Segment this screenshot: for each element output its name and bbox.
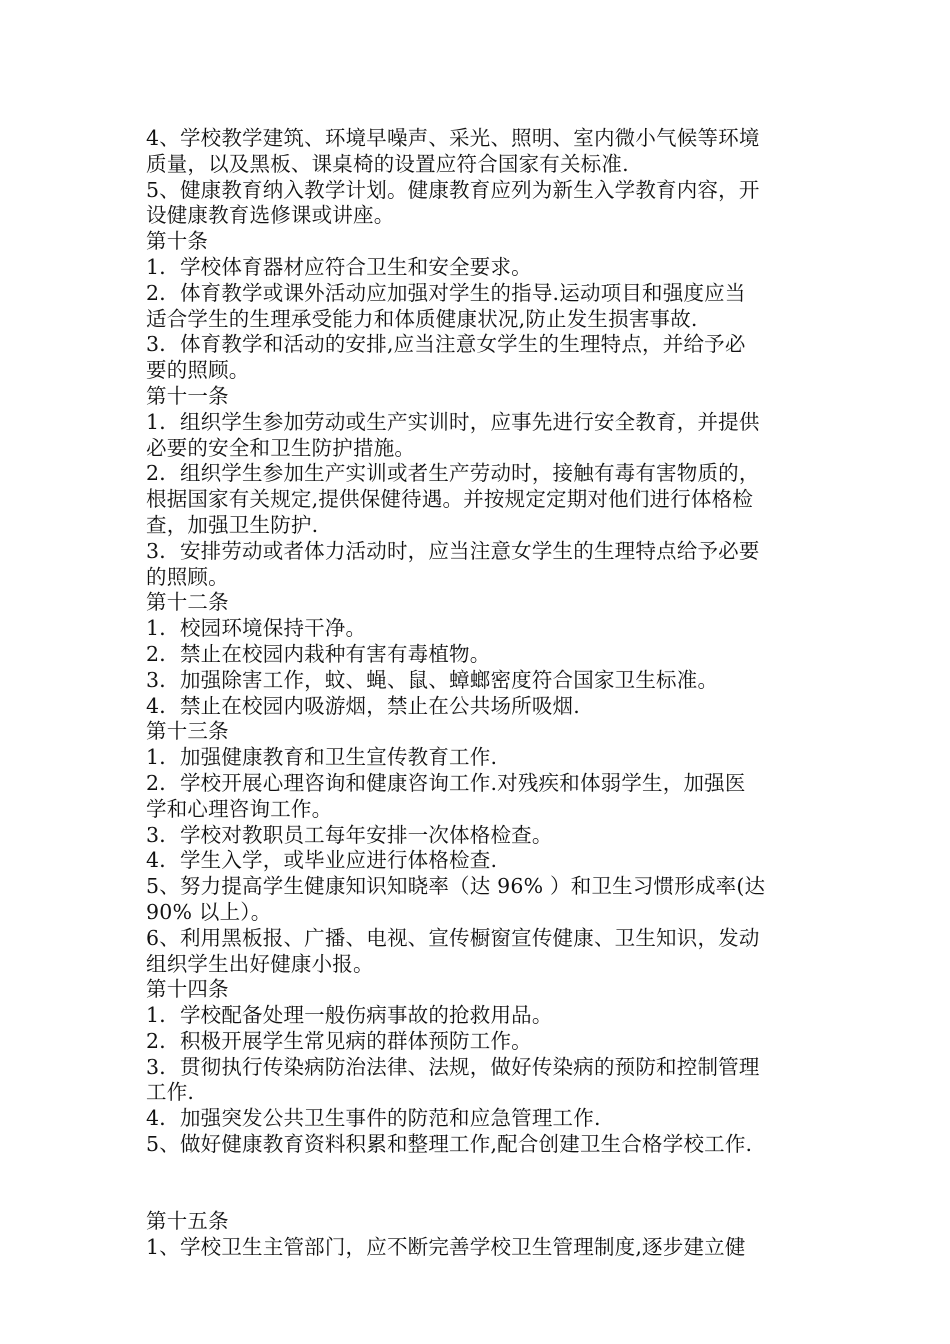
text-line: 4．学生入学，或毕业应进行体格检查. — [146, 848, 498, 873]
text-line: 3．贯彻执行传染病防治法律、法规，做好传染病的预防和控制管理 — [146, 1054, 760, 1079]
text-line: 3．安排劳动或者体力活动时，应当注意女学生的生理特点给予必要 — [146, 538, 760, 563]
paragraph-gap — [146, 1158, 808, 1210]
text-line: 4、学校教学建筑、环境早噪声、采光、照明、室内微小气候等环境 — [146, 126, 760, 150]
text-line: 4．加强突发公共卫生事件的防范和应急管理工作. — [146, 1106, 601, 1131]
article-heading: 第十四条 — [146, 977, 229, 1002]
text-line: 3．学校对教职员工每年安排一次体格检查。 — [146, 822, 553, 847]
text-line: 1．组织学生参加劳动或生产实训时，应事先进行安全教育，并提供 — [146, 409, 760, 434]
text-line: 设健康教育选修课或讲座。 — [146, 203, 395, 228]
text-line: 2．组织学生参加生产实训或者生产劳动时，接触有毒有害物质的， — [146, 461, 760, 486]
text-line: 2．积极开展学生常见病的群体预防工作。 — [146, 1028, 532, 1053]
article-heading: 第十条 — [146, 229, 209, 254]
text-line: 3．体育教学和活动的安排,应当注意女学生的生理特点，并给予必 — [146, 332, 746, 357]
text-line: 1．校园环境保持干净。 — [146, 616, 367, 641]
text-line: 查，加强卫生防护. — [146, 512, 319, 537]
text-line: 适合学生的生理承受能力和体质健康状况,防止发生损害事故. — [146, 306, 698, 331]
text-line: 组织学生出好健康小报。 — [146, 951, 374, 976]
text-line: 1．学校配备处理一般伤病事故的抢救用品。 — [146, 1003, 553, 1028]
article-heading: 第十三条 — [146, 719, 229, 744]
text-line: 2．体育教学或课外活动应加强对学生的指导.运动项目和强度应当 — [146, 280, 746, 305]
text-line: 5、健康教育纳入教学计划。健康教育应列为新生入学教育内容，开 — [146, 177, 760, 202]
text-line: 学和心理咨询工作。 — [146, 796, 333, 821]
text-line: 质量，以及黑板、课桌椅的设置应符合国家有关标准. — [146, 151, 629, 176]
text-line: 6、利用黑板报、广播、电视、宣传橱窗宣传健康、卫生知识，发动 — [146, 925, 760, 950]
text-line: 2．学校开展心理咨询和健康咨询工作.对残疾和体弱学生，加强医 — [146, 770, 746, 795]
text-line: 1、学校卫生主管部门，应不断完善学校卫生管理制度,逐步建立健 — [146, 1235, 746, 1260]
text-line: 的照顾。 — [146, 564, 229, 589]
text-line: 1．学校体育器材应符合卫生和安全要求。 — [146, 254, 532, 279]
text-line: 2．禁止在校园内栽种有害有毒植物。 — [146, 641, 491, 666]
text-line: 3．加强除害工作，蚊、蝇、鼠、蟑螂密度符合国家卫生标准。 — [146, 667, 719, 692]
text-line: 90% 以上）。 — [146, 899, 272, 924]
text-line: 根据国家有关规定,提供保健待遇。并按规定定期对他们进行体格检 — [146, 487, 754, 512]
article-heading: 第十二条 — [146, 590, 229, 615]
article-heading: 第十一条 — [146, 383, 229, 408]
text-line: 1．加强健康教育和卫生宣传教育工作. — [146, 745, 498, 770]
text-line: 必要的安全和卫生防护措施。 — [146, 435, 416, 460]
document-body — [146, 126, 808, 1261]
text-line: 工作. — [146, 1080, 195, 1105]
text-line: 4．禁止在校园内吸游烟，禁止在公共场所吸烟. — [146, 693, 580, 718]
article-heading: 第十五条 — [146, 1209, 229, 1234]
text-line: 5、做好健康教育资料积累和整理工作,配合创建卫生合格学校工作. — [146, 1132, 753, 1157]
text-line: 5、努力提高学生健康知识知晓率（达 96% ）和卫生习惯形成率(达 — [146, 874, 766, 899]
text-line: 要的照顾。 — [146, 358, 250, 383]
